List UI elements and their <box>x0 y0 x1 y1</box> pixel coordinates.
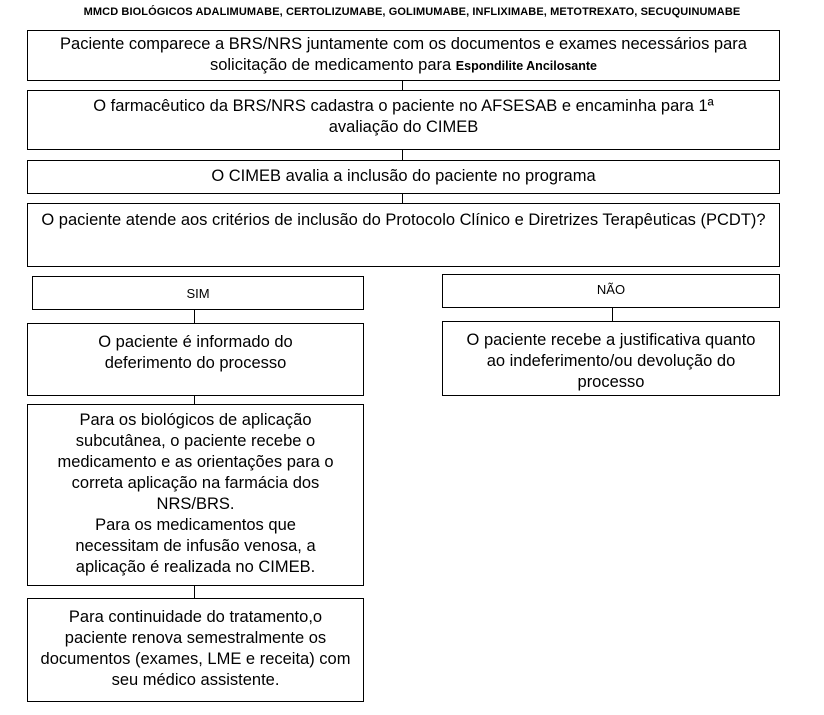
flowchart-title: MMCD BIOLÓGICOS ADALIMUMABE, CERTOLIZUMABE, GOLIMUMABE, INFLIXIMABE, METOTREXATO, SECUQUINUMABE <box>83 6 741 18</box>
step-pharmacist-text: O farmacêutico da BRS/NRS cadastra o paciente no AFSESAB e encaminha para 1ª avaliação do CIMEB <box>93 97 714 136</box>
step-request-text: Paciente comparece a BRS/NRS juntamente com os documentos e exames necessários para solicitação de medicamento para <box>60 35 747 74</box>
decision-pcdt-criteria <box>27 203 780 267</box>
continuity-text: Para continuidade do tratamento,o paciente renova semestralmente os documentos (exames, LME e receita) com seu médico assistente. <box>40 608 351 689</box>
connector-3-4 <box>402 193 403 203</box>
yes-result-deferred <box>27 323 364 396</box>
yes-result-text: O paciente é informado do deferimento do processo <box>98 333 293 372</box>
connector-yes-result <box>194 309 195 323</box>
no-label-text: NÃO <box>596 282 626 297</box>
connector-no-result <box>612 307 613 321</box>
step-cimeb-evaluation <box>27 160 780 194</box>
application-infusion-text: Para os medicamentos que necessitam de infusão venosa, a aplicação é realizada no CIMEB. <box>75 516 316 576</box>
connector-2-3 <box>402 149 403 160</box>
step-cimeb-text: O CIMEB avalia a inclusão do paciente no programa <box>211 167 596 185</box>
no-result-text: O paciente recebe a justificativa quanto ao indeferimento/ou devolução do processo <box>466 331 756 391</box>
condition-label: Espondilite Ancilosante <box>455 59 598 73</box>
decision-text: O paciente atende aos critérios de inclusão do Protocolo Clínico e Diretrizes Terapêuticas (PCDT)? <box>41 211 766 229</box>
connector-application-continuity <box>194 585 195 598</box>
no-branch-label <box>442 274 780 308</box>
connector-1-2 <box>402 80 403 90</box>
yes-label-text: SIM <box>186 286 210 301</box>
application-subcutaneous-text: Para os biológicos de aplicação subcutânea, o paciente recebe o medicamento e as orientações para o correta aplicação na farmácia dos NRS/BRS. <box>57 411 334 513</box>
treatment-continuity <box>27 598 364 702</box>
step-pharmacist-registration <box>27 90 780 150</box>
yes-branch-label <box>32 276 364 310</box>
no-result-rejected <box>442 321 780 396</box>
application-instructions <box>27 404 364 586</box>
connector-result-application <box>194 395 195 404</box>
step-request-medication <box>27 30 780 81</box>
